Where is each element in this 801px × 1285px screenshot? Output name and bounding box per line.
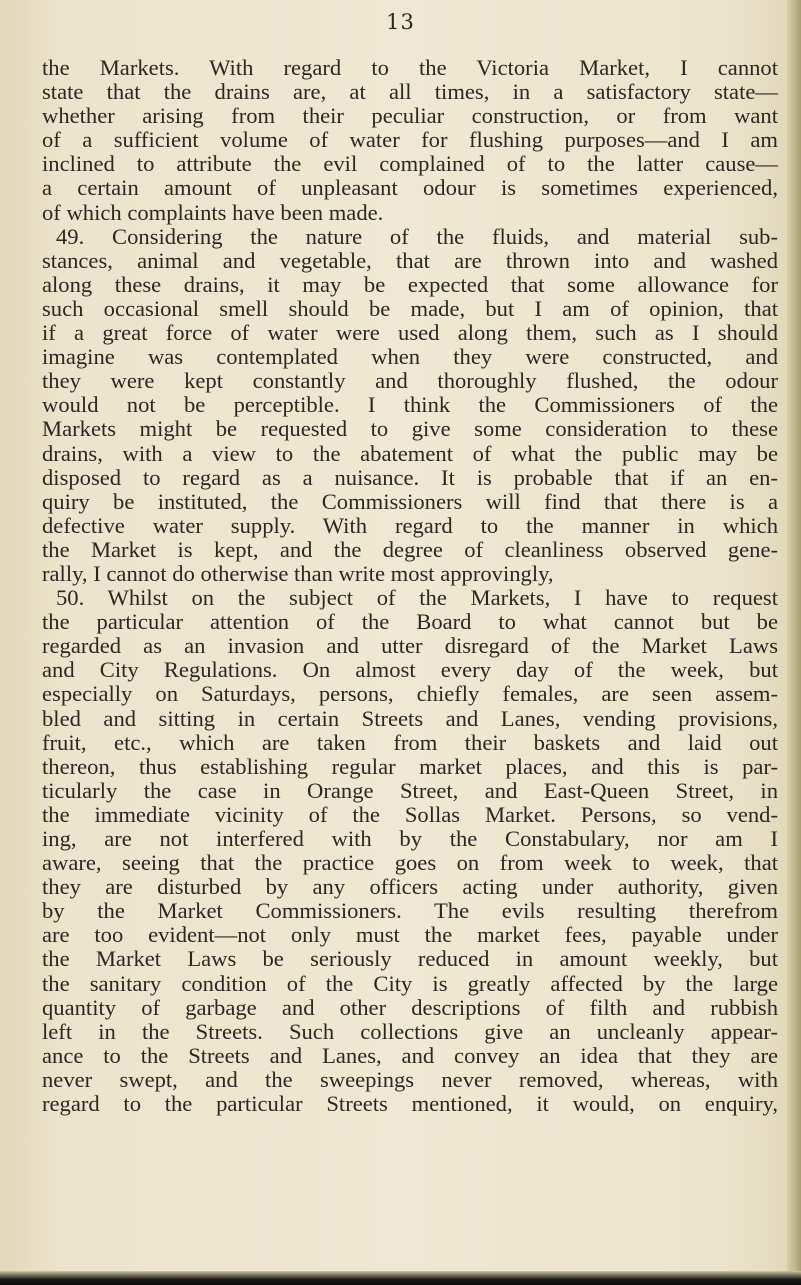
text-line: ticularly the case in Orange Street, and East-Queen Street, in <box>42 777 778 803</box>
text-line: state that the drains are, at all times, in a satisfactory state— <box>42 79 778 105</box>
text-line: the immediate vicinity of the Sollas Market. Persons, so vend- <box>42 801 778 827</box>
text-line: such occasional smell should be made, but I am of opinion, that <box>42 295 778 321</box>
page-bottom-edge <box>0 1271 801 1285</box>
text-line: the sanitary condition of the City is greatly affected by the large <box>42 970 778 996</box>
text-line: fruit, etc., which are taken from their baskets and laid out <box>42 729 778 755</box>
text-line: the particular attention of the Board to what cannot but be <box>42 609 778 635</box>
text-line: they were kept constantly and thoroughly flushed, the odour <box>42 368 778 394</box>
text-line: stances, animal and vegetable, that are thrown into and washed <box>42 247 778 273</box>
text-line: rally, I cannot do otherwise than write most approvingly, <box>42 560 554 586</box>
text-line: are too evident—not only must the market fees, payable under <box>42 922 778 948</box>
text-line: disposed to regard as a nuisance. It is probable that if an en- <box>42 464 778 490</box>
text-line: of which complaints have been made. <box>42 199 384 225</box>
text-line: left in the Streets. Such collections give an uncleanly appear- <box>42 1018 778 1044</box>
text-line: regarded as an invasion and utter disregard of the Market Laws <box>42 633 778 659</box>
paragraph-50-start: 50. Whilst on the subject of the Markets, I have to request <box>56 585 778 611</box>
text-line: and City Regulations. On almost every day of the week, but <box>42 657 778 683</box>
text-line: quantity of garbage and other descriptions of filth and rubbish <box>42 994 778 1020</box>
text-line: bled and sitting in certain Streets and Lanes, vending provisions, <box>42 705 778 731</box>
text-line: never swept, and the sweepings never removed, whereas, with <box>42 1066 778 1092</box>
text-line: especially on Saturdays, persons, chiefly females, are seen assem- <box>42 681 778 707</box>
paragraph-49-start: 49. Considering the nature of the fluids, and material sub- <box>56 223 778 249</box>
text-line: they are disturbed by any officers acting under authority, given <box>42 874 778 900</box>
text-line: drains, with a view to the abatement of what the public may be <box>42 440 778 466</box>
text-line: aware, seeing that the practice goes on from week to week, that <box>42 850 778 876</box>
page-number: 13 <box>386 10 415 34</box>
text-line: the Market is kept, and the degree of cleanliness observed gene- <box>42 536 778 562</box>
page-edge-shadow <box>787 0 801 1285</box>
text-line: by the Market Commissioners. The evils resulting therefrom <box>42 898 778 924</box>
text-line: the Market Laws be seriously reduced in amount weekly, but <box>42 946 778 972</box>
text-line: of a sufficient volume of water for flushing purposes—and I am <box>42 127 778 153</box>
body-text <box>42 56 778 1116</box>
text-line: imagine was contemplated when they were constructed, and <box>42 344 778 370</box>
text-line: if a great force of water were used along them, such as I should <box>42 320 778 346</box>
text-line: regard to the particular Streets mentioned, it would, on enquiry, <box>42 1091 778 1117</box>
text-line: a certain amount of unpleasant odour is sometimes experienced, <box>42 175 778 201</box>
text-line: along these drains, it may be expected that some allowance for <box>42 271 778 297</box>
text-line: ance to the Streets and Lanes, and convey an idea that they are <box>42 1042 778 1068</box>
text-line: ing, are not interfered with by the Constabulary, nor am I <box>42 826 778 851</box>
text-line: quiry be instituted, the Commissioners will find that there is a <box>42 488 778 514</box>
text-line: thereon, thus establishing regular market places, and this is par- <box>42 753 778 779</box>
text-line: the Markets. With regard to the Victoria Market, I cannot <box>42 55 778 80</box>
text-line: defective water supply. With regard to the manner in which <box>42 512 778 538</box>
text-line: would not be perceptible. I think the Commissioners of the <box>42 392 778 418</box>
text-line: Markets might be requested to give some consideration to these <box>42 416 778 442</box>
text-line: inclined to attribute the evil complained of to the latter cause— <box>42 151 778 177</box>
text-line: whether arising from their peculiar construction, or from want <box>42 103 778 129</box>
